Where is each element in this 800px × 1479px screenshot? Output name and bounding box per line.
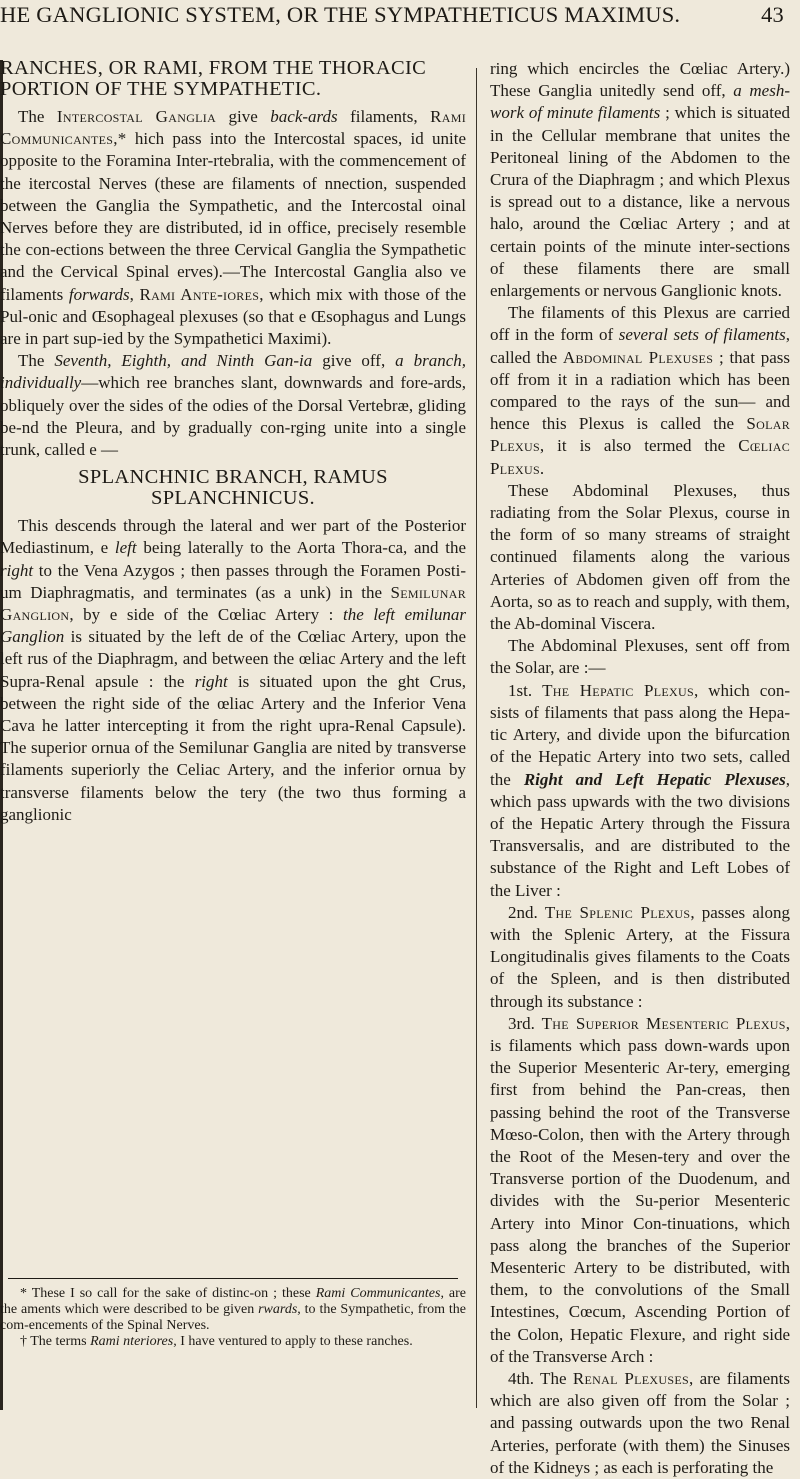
paragraph-abdominal-plexuses: The filaments of this Plexus are carried off in the form of several sets of filaments, called the Abdominal Plexuses ; that pass off from it in a radiation which has been compared to the rays of the sun— and hence this Plexus is called the Solar Plexus, it is also termed the Cœliac Plexus. <box>490 303 790 478</box>
section-heading-splanchnic: SPLANCHNIC BRANCH, RAMUS SPLANCHNICUS. <box>78 466 388 510</box>
footnotes <box>0 1286 466 1350</box>
paragraph-splanchnic: This descends through the lateral and wer part of the Posterior Mediastinum, e left being laterally to the Aorta Thora-ca, and the right to the Vena Azygos ; then passes through the Foramen Posti-um Diaphragmatis, and terminates (as a unk) in the Semilunar Ganglion, by e side of the Cœliac Artery : the left emilunar Ganglion is situated by the left de of the Cœliac Artery, upon the left rus of the Diaphragm, and between the œliac Artery and the left Supra-Renal apsule : the right is situated upon the ght Crus, between the right side of the œliac Artery and the Inferior Vena Cava he latter intercepting it from the right upra-Renal Capsule). The superior ornua of the Semilunar Ganglia are nited by transverse filaments superiorly the Celiac Artery, and the inferior ornua by transverse filaments below the tery (the two thus forming a ganglionic <box>0 516 466 824</box>
footnote-1: * These I so call for the sake of distinc-on ; these Rami Communicantes, are the aments which were described to be given rwards, to the Sympathetic, from the com-encements of the Spinal Nerves. <box>0 1286 467 1333</box>
paragraph-superior-mesenteric: 3rd. The Superior Mesenteric Plexus, is filaments which pass down-wards upon the Superior Mesenteric Ar-tery, emerging first from behind the Pan-creas, then passing behind the root of the Transverse Mœso-Colon, then with the Artery through the Root of the Mesen-tery and over the Transverse portion of the Duodenum, and divides with the Su-perior Mesenteric Artery into Minor Con-tinuations, which pass along the branches of the Superior Mesenteric Artery to be distributed, with them, to the convolutions of the Small Intestines, Cœcum, Ascending Portion of the Colon, Hepatic Flexure, and right side of the Transverse Arch : <box>490 1013 790 1366</box>
paragraph-ring: ring which encircles the Cœliac Artery.) These Ganglia unitedly send off, a mesh-work of minute filaments ; which is situated in the Cellular membrane that unites the Peritoneal lining of the Abdomen to the Crura of the Diaphragm ; and which Plexus is spread out to a distance, like a nervous halo, around the Cœliac Artery ; and at certain points of the minute inter-sections of these filaments there are small enlargements or nervous Ganglionic knots. <box>490 59 790 301</box>
paragraph-sent-off: The Abdominal Plexuses, sent off from the Solar, are :— <box>490 636 790 678</box>
column-divider <box>476 68 477 1408</box>
page-number: 43 <box>761 2 784 27</box>
paragraph-renal: 4th. The Renal Plexuses, are filaments which are also given off from the Solar ; and passing outwards upon the two Renal Arteries, perforate (with them) the Sinuses of the Kidneys ; as each is perforating the <box>490 1368 791 1477</box>
paragraph-splenic: 2nd. The Splenic Plexus, passes along with the Splenic Artery, at the Fissura Longitudinalis gives filaments to the Coats of the Spleen, and is then distributed through its substance : <box>490 902 791 1011</box>
right-column <box>490 58 790 1479</box>
paragraph-seventh-eighth-ninth: The Seventh, Eighth, and Ninth Gan-ia give off, a branch, individually—which ree branches slant, downwards and fore-ards, obliquely over the sides of the odies of the Dorsal Vertebræ, gliding be-nd the Pleura, and by gradually con-rging unite into a single trunk, called e — <box>0 351 466 460</box>
paragraph-intercostal: The Intercostal Ganglia give back-ards filaments, Rami Communicantes,* hich pass into the Intercostal spaces, id unite opposite to the Foramina Inter-rtebralia, with the commencement of the itercostal Nerves (these are filaments of nnection, suspended between the Ganglia the Sympathetic, and the Intercostal oinal Nerves before they are distributed, id in office, precisely resemble the con-ections between the three Cervical Ganglia the Sympathetic and the Cervical Spinal erves).—The Intercostal Ganglia also ve filaments forwards, Rami Ante-iores, which mix with those of the Pul-onic and Œsophageal plexuses (so that e Œsophagus and Lungs are in part sup-ied by the Sympathetici Maximi). <box>0 107 467 349</box>
footnote-rule <box>8 1278 458 1279</box>
footnote-2: † The terms Rami nteriores, I have ventured to apply to these ranches. <box>20 1334 413 1349</box>
paragraph-hepatic: 1st. The Hepatic Plexus, which con-sists of filaments that pass along the Hepa-tic Artery, and divide upon the bifurcation of the Hepatic Artery into two sets, called the Right and Left Hepatic Plexuses, which pass upwards with the two divisions of the Hepatic Artery through the Fissura Transversalis, and are distributed to the substance of the Right and Left Lobes of the Liver : <box>490 680 790 900</box>
running-head-title: HE GANGLIONIC SYSTEM, OR THE SYMPATHETICUS MAXIMUS. <box>0 2 681 27</box>
left-column <box>0 58 466 826</box>
running-head <box>0 2 792 28</box>
section-heading-thoracic: RANCHES, OR RAMI, FROM THE THORACIC PORTION OF THE SYMPATHETIC. <box>0 57 427 100</box>
paragraph-radiating: These Abdominal Plexuses, thus radiating from the Solar Plexus, course in the form of so many streams of straight continued filaments along the various Arteries of Abdomen given off from the Aorta, so as to reach and supply, with them, the Ab-dominal Viscera. <box>490 480 790 634</box>
